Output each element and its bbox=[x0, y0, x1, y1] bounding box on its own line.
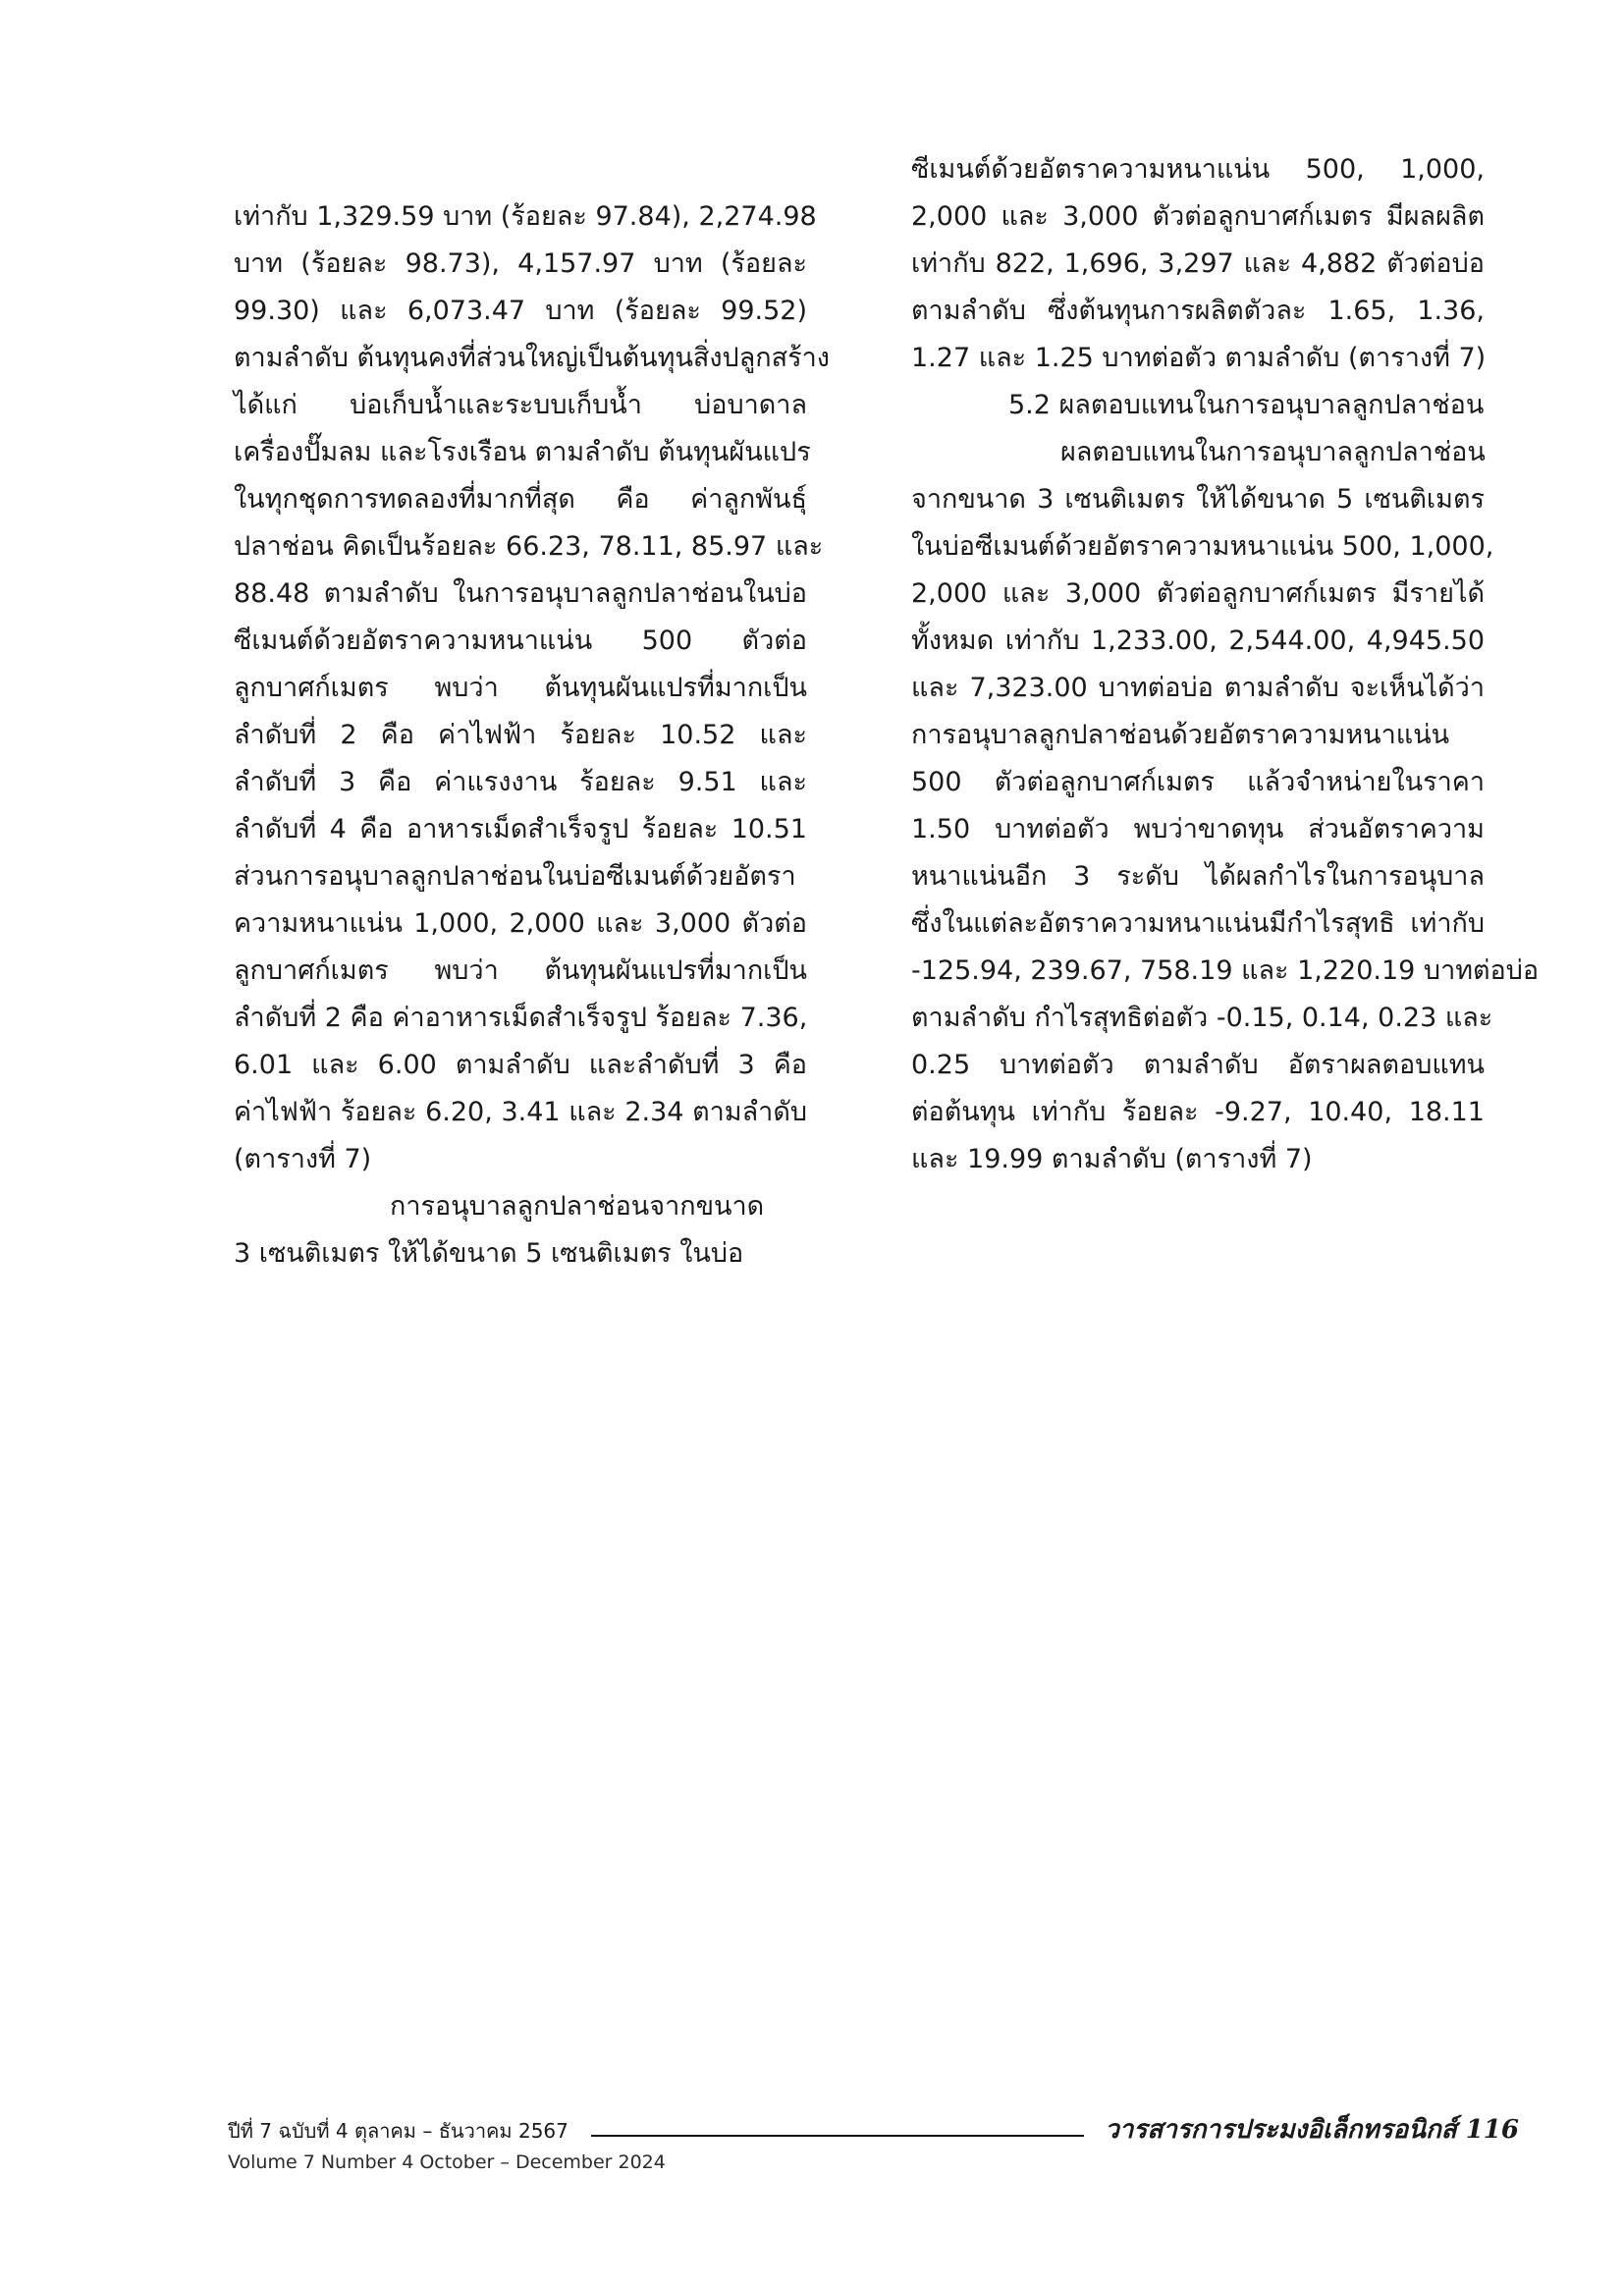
body-text-line: และ 7,323.00 บาทต่อบ่อ ตามลำดับ จะเห็นได้ว่า bbox=[911, 673, 1485, 703]
body-text-line: ในบ่อซีเมนต์ด้วยอัตราความหนาแน่น 500, 1,000, bbox=[911, 531, 1494, 562]
body-text-line: ความหนาแน่น 1,000, 2,000 และ 3,000 ตัวต่อ bbox=[234, 908, 807, 939]
page-footer bbox=[228, 2111, 1524, 2190]
body-text-line: ตามลำดับ กำไรสุทธิต่อตัว -0.15, 0.14, 0.23 และ bbox=[911, 1003, 1493, 1033]
body-text-line: หนาแน่นอีก 3 ระดับ ได้ผลกำไรในการอนุบาล bbox=[911, 861, 1485, 892]
body-text-line: เท่ากับ 1,329.59 บาท (ร้อยละ 97.84), 2,274.98 bbox=[234, 201, 817, 232]
body-text-line: ลูกบาศก์เมตร พบว่า ต้นทุนผันแปรที่มากเป็น bbox=[234, 673, 807, 703]
body-text-line: 2,000 และ 3,000 ตัวต่อลูกบาศก์เมตร มีรายได้ bbox=[911, 578, 1485, 609]
page-number: 116 bbox=[1465, 2115, 1519, 2145]
body-text-line: 3 เซนติเมตร ให้ได้ขนาด 5 เซนติเมตร ในบ่อ bbox=[234, 1238, 744, 1269]
body-text-line: เท่ากับ 822, 1,696, 3,297 และ 4,882 ตัวต่อบ่อ bbox=[911, 248, 1485, 279]
body-text-line: ในทุกชุดการทดลองที่มากที่สุด คือ ค่าลูกพันธุ์ bbox=[234, 484, 807, 515]
body-text-line: ลำดับที่ 2 คือ ค่าอาหารเม็ดสำเร็จรูป ร้อยละ 7.36, bbox=[234, 1003, 808, 1033]
body-text-line: ทั้งหมด เท่ากับ 1,233.00, 2,544.00, 4,945.50 bbox=[911, 626, 1485, 656]
body-text-line: ซีเมนต์ด้วยอัตราความหนาแน่น 500 ตัวต่อ bbox=[234, 626, 807, 656]
body-text-line: และ 19.99 ตามลำดับ (ตารางที่ 7) bbox=[911, 1144, 1313, 1174]
body-text-line: ลูกบาศก์เมตร พบว่า ต้นทุนผันแปรที่มากเป็น bbox=[234, 955, 807, 986]
body-text-line: ปลาช่อน คิดเป็นร้อยละ 66.23, 78.11, 85.97 และ bbox=[234, 531, 824, 562]
body-text-line: 1.50 บาทต่อตัว พบว่าขาดทุน ส่วนอัตราความ bbox=[911, 814, 1485, 844]
footer-issue-thai: ปีที่ 7 ฉบับที่ 4 ตุลาคม – ธันวาคม 2567 bbox=[228, 2119, 568, 2143]
body-text-line: ส่วนการอนุบาลลูกปลาช่อนในบ่อซีเมนต์ด้วยอัตรา bbox=[234, 861, 796, 892]
body-text-line: 99.30) และ 6,073.47 บาท (ร้อยละ 99.52) bbox=[234, 296, 807, 326]
body-text-line: บาท (ร้อยละ 98.73), 4,157.97 บาท (ร้อยละ bbox=[234, 248, 807, 279]
body-text-line: การอนุบาลลูกปลาช่อนด้วยอัตราความหนาแน่น bbox=[911, 720, 1450, 750]
body-text-line: ลำดับที่ 2 คือ ค่าไฟฟ้า ร้อยละ 10.52 และ bbox=[234, 720, 807, 750]
body-text-line: ตามลำดับ ต้นทุนคงที่ส่วนใหญ่เป็นต้นทุนสิ่งปลูกสร้าง bbox=[234, 343, 830, 373]
body-text-line: ซีเมนต์ด้วยอัตราความหนาแน่น 500, 1,000, bbox=[911, 154, 1485, 185]
body-text-line: จากขนาด 3 เซนติเมตร ให้ได้ขนาด 5 เซนติเมตร bbox=[911, 484, 1485, 515]
body-text-line: เครื่องปั๊มลม และโรงเรือน ตามลำดับ ต้นทุนผันแปร bbox=[234, 437, 811, 467]
paragraph-first-line: ผลตอบแทนในการอนุบาลลูกปลาช่อน bbox=[1060, 437, 1486, 467]
section-heading: 5.2 ผลตอบแทนในการอนุบาลลูกปลาช่อน bbox=[1008, 390, 1485, 420]
body-text-line: ต่อต้นทุน เท่ากับ ร้อยละ -9.27, 10.40, 18.11 bbox=[911, 1097, 1485, 1127]
body-text-line: -125.94, 239.67, 758.19 และ 1,220.19 บาทต่อบ่อ bbox=[911, 955, 1540, 986]
body-text-line: 88.48 ตามลำดับ ในการอนุบาลลูกปลาช่อนในบ่อ bbox=[234, 578, 807, 609]
journal-name: วารสารการประมงอิเล็กทรอนิกส์ bbox=[1105, 2115, 1457, 2145]
body-text-line: ซึ่งในแต่ละอัตราความหนาแน่นมีกำไรสุทธิ เท่ากับ bbox=[911, 908, 1485, 939]
body-text-line: 6.01 และ 6.00 ตามลำดับ และลำดับที่ 3 คือ bbox=[234, 1050, 807, 1080]
body-text-line: 2,000 และ 3,000 ตัวต่อลูกบาศก์เมตร มีผลผลิต bbox=[911, 201, 1485, 232]
body-text-line: 1.27 และ 1.25 บาทต่อตัว ตามลำดับ (ตารางที่ 7) bbox=[911, 343, 1487, 373]
body-text-line: 500 ตัวต่อลูกบาศก์เมตร แล้วจำหน่ายในราคา bbox=[911, 767, 1485, 797]
body-text-line: ตามลำดับ ซึ่งต้นทุนการผลิตตัวละ 1.65, 1.36, bbox=[911, 296, 1485, 326]
body-text-line: ลำดับที่ 4 คือ อาหารเม็ดสำเร็จรูป ร้อยละ 10.51 bbox=[234, 814, 807, 844]
footer-issue-english: Volume 7 Number 4 October – December 2024 bbox=[228, 2151, 666, 2173]
body-text-line: ค่าไฟฟ้า ร้อยละ 6.20, 3.41 และ 2.34 ตามลำดับ bbox=[234, 1097, 807, 1127]
body-text-line: ลำดับที่ 3 คือ ค่าแรงงาน ร้อยละ 9.51 และ bbox=[234, 767, 807, 797]
body-text-line: (ตารางที่ 7) bbox=[234, 1144, 372, 1174]
paragraph-first-line: การอนุบาลลูกปลาช่อนจากขนาด bbox=[390, 1191, 765, 1222]
footer-journal-title bbox=[1084, 2115, 1519, 2145]
body-text-line: 0.25 บาทต่อตัว ตามลำดับ อัตราผลตอบแทน bbox=[911, 1050, 1485, 1080]
body-text-line: ได้แก่ บ่อเก็บน้ำและระบบเก็บน้ำ บ่อบาดาล bbox=[234, 390, 807, 420]
